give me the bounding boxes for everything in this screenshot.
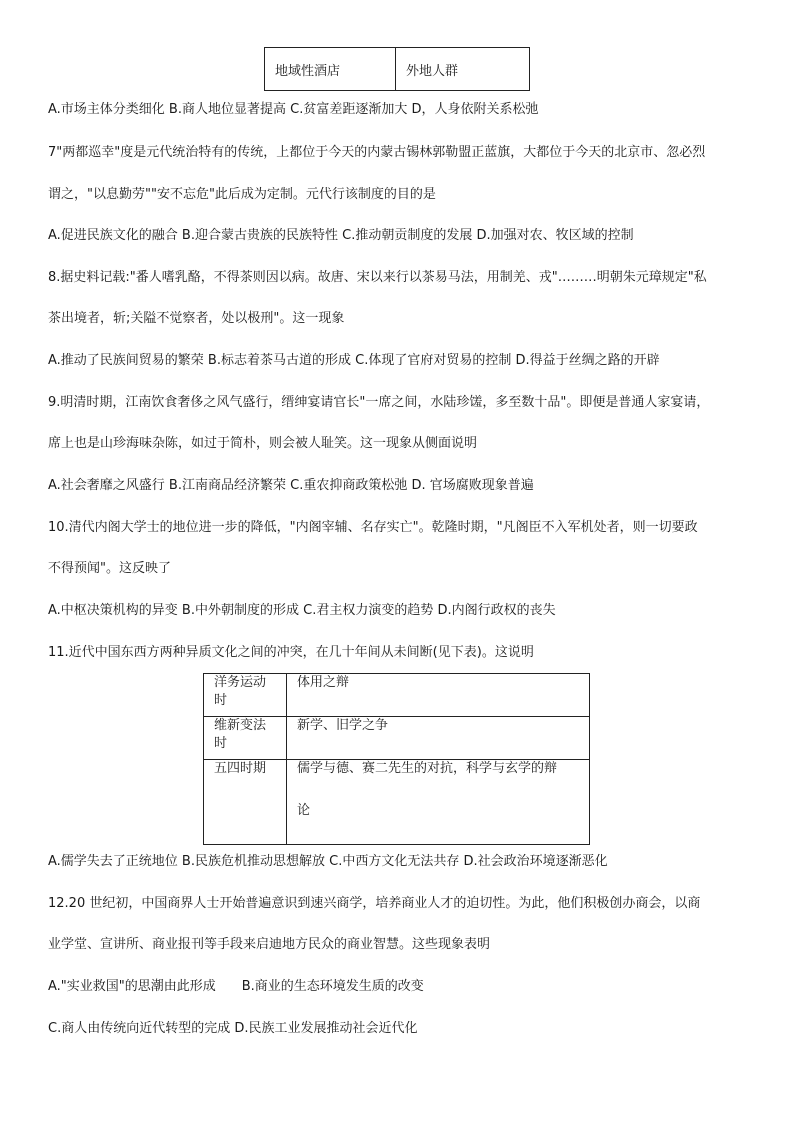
table-row <box>265 48 530 91</box>
table-row <box>204 760 590 845</box>
question-9-stem-line-1: 9.明清时期，江南饮食奢侈之风气盛行，缙绅宴请官长"一席之间，水陆珍馐，多至数十品"。即便是普通人家宴请， <box>48 395 710 410</box>
table-cell: 洋务运动时 <box>204 674 287 717</box>
question-10-stem-line-2: 不得预闻"。这反映了 <box>48 561 171 576</box>
table-cell: 维新变法时 <box>204 717 287 760</box>
table-cell: 五四时期 <box>204 760 287 845</box>
table-cell: 地域性酒店 <box>265 48 396 91</box>
question-10-options: A.中枢决策机构的异变 B.中外朝制度的形成 C.君主权力演变的趋势 D.内阁行政权的丧失 <box>48 603 556 618</box>
cell-text-line: 儒学与德、赛二先生的对抗，科学与玄学的辩 <box>297 761 558 776</box>
table-cell <box>287 760 590 845</box>
question-10-stem-line-1: 10.清代内阁大学士的地位进一步的降低，"内阁宰辅、名存实亡"。乾隆时期，"凡阁臣不入军机处者，则一切要政 <box>48 520 698 535</box>
cell-text-line: 论 <box>297 803 311 818</box>
question-9-stem-line-2: 席上也是山珍海味杂陈，如过于简朴，则会被人耻笑。这一现象从侧面说明 <box>48 436 478 451</box>
table-row <box>204 674 590 717</box>
table-cell: 外地人群 <box>396 48 530 91</box>
table-regional-hotel <box>264 47 530 91</box>
table-row <box>204 717 590 760</box>
question-7-stem-line-2: 谓之，"以息勤劳""安不忘危"此后成为定制。元代行该制度的目的是 <box>48 187 436 202</box>
table-cell: 新学、旧学之争 <box>287 717 590 760</box>
question-8-options: A.推动了民族间贸易的繁荣 B.标志着茶马古道的形成 C.体现了官府对贸易的控制 D.得益于丝绸之路的开辟 <box>48 353 660 368</box>
question-6-options: A.市场主体分类细化 B.商人地位显著提高 C.贫富差距逐渐加大 D，人身依附关系松弛 <box>48 102 539 117</box>
question-9-options: A.社会奢靡之风盛行 B.江南商品经济繁荣 C.重农抑商政策松弛 D. 官场腐败现象普遍 <box>48 478 534 493</box>
question-12-stem-line-1: 12.20 世纪初，中国商界人士开始普遍意识到速兴商学，培养商业人才的迫切性。为此，他们积极创办商会，以商 <box>48 896 701 911</box>
table-cell: 体用之辩 <box>287 674 590 717</box>
question-7-stem-line-1: 7"两都巡幸"度是元代统治特有的传统，上都位于今天的内蒙古锡林郭勒盟正蓝旗，大都位于今天的北京市、忽必烈 <box>48 145 706 160</box>
question-8-stem-line-1: 8.据史料记载:"番人嗜乳酪，不得茶则因以病。故唐、宋以来行以茶易马法，用制羌、戎"………明朝朱元璋规定"私 <box>48 270 707 285</box>
question-11-options: A.儒学失去了正统地位 B.民族危机推动思想解放 C.中西方文化无法共存 D.社会政治环境逐渐恶化 <box>48 854 608 869</box>
question-12-stem-line-2: 业学堂、宣讲所、商业报刊等手段来启迪地方民众的商业智慧。这些现象表明 <box>48 937 491 952</box>
table-culture-conflicts <box>203 673 590 845</box>
question-11-stem: 11.近代中国东西方两种异质文化之间的冲突，在几十年间从未间断(见下表)。这说明 <box>48 645 534 660</box>
question-12-options-line-2: C.商人由传统向近代转型的完成 D.民族工业发展推动社会近代化 <box>48 1021 418 1036</box>
question-8-stem-line-2: 茶出境者，斩;关隘不觉察者，处以极刑"。这一现象 <box>48 311 345 326</box>
question-7-options: A.促进民族文化的融合 B.迎合蒙古贵族的民族特性 C.推动朝贡制度的发展 D.加强对农、牧区域的控制 <box>48 228 634 243</box>
question-12-options-line-1: A."实业救国"的思潮由此形成 B.商业的生态环境发生质的改变 <box>48 979 424 994</box>
